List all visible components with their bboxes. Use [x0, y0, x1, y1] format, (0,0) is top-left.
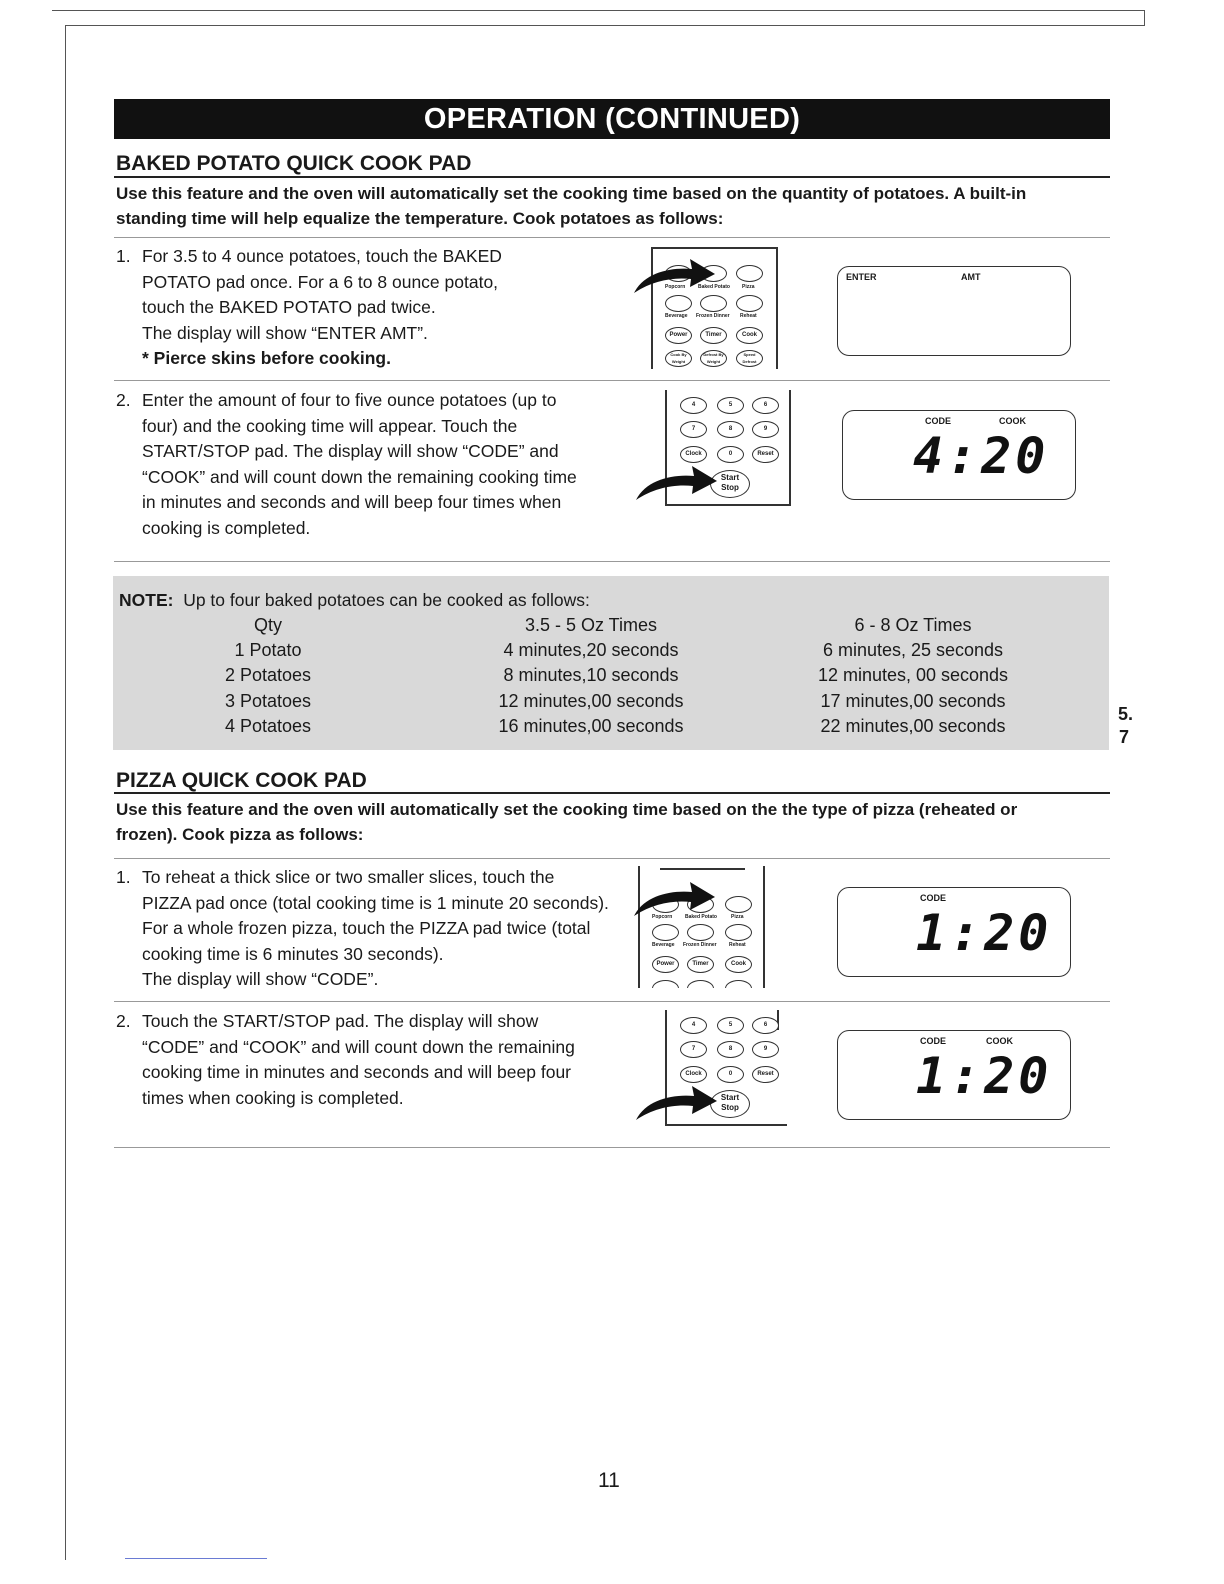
potato-title-rule: [114, 176, 1110, 178]
page-title: OPERATION (CONTINUED): [114, 99, 1110, 139]
table-cell: 1 Potato: [234, 640, 302, 660]
table-cell: 16 minutes,00 seconds: [498, 716, 684, 736]
pizza-title-rule: [114, 792, 1110, 794]
table-cell: 8 minutes,10 seconds: [503, 665, 679, 685]
frame-right: [1144, 10, 1145, 26]
frame-top: [65, 25, 1145, 26]
number-keypad-illustration: 4 5 6 7 8 9 Clock 0 Reset Start Stop: [632, 390, 794, 508]
margin-mark: 5.: [1118, 704, 1134, 724]
divider: [114, 858, 1110, 859]
divider: [114, 1001, 1110, 1002]
potato-step-2: 2. Enter the amount of four to five ounce potatoes (up to four) and the cooking time will appear. Touch the START/STOP pad. The display will show “CODE” and “COOK” and will count down the remaining cooking time in minutes and seconds and will beep four times when cooking is completed.: [116, 390, 577, 538]
table-cell: 12 minutes, 00 seconds: [817, 665, 1009, 685]
pizza-section-title: PIZZA QUICK COOK PAD: [116, 769, 367, 792]
display-enter-amt: ENTER AMT: [837, 266, 1071, 356]
function-keypad-illustration: Popcorn Baked Potato Pizza Beverage Frozen Dinner Reheat Power Timer Cook Cook By Weight Defrost By Weight Speed Defrost: [630, 247, 780, 369]
note-line: NOTE: Up to four baked potatoes can be cooked as follows:: [119, 590, 590, 610]
pizza-step-2: 2. Touch the START/STOP pad. The display will show “CODE” and “COOK” and will count down the remaining cooking time in minutes and seconds and will beep four times when cooking is completed.: [116, 1011, 575, 1108]
table-cell: 6 minutes, 25 seconds: [822, 640, 1004, 660]
divider: [114, 1147, 1110, 1148]
page-number: 11: [598, 1469, 620, 1492]
table-cell: 4 minutes,20 seconds: [503, 640, 679, 660]
table-cell: 3 Potatoes: [224, 691, 312, 711]
function-keypad-illustration: Popcorn Baked Potato Pizza Beverage Frozen Dinner Reheat Power Timer Cook: [632, 866, 772, 988]
display-pizza-code: CODE 1:20: [837, 887, 1071, 977]
frame-left: [65, 25, 66, 1560]
display-pizza-countdown: CODE COOK 1:20: [837, 1030, 1071, 1120]
divider: [114, 561, 1110, 562]
top-rule: [52, 10, 1144, 11]
table-header: 3.5 - 5 Oz Times: [524, 615, 658, 635]
arrow-icon: [632, 255, 717, 295]
note-box: [113, 576, 1109, 750]
number-keypad-illustration: 4 5 6 7 8 9 Clock 0 Reset Start Stop: [632, 1010, 794, 1128]
potato-step-1: 1. For 3.5 to 4 ounce potatoes, touch the BAKED POTATO pad once. For a 6 to 8 ounce potato, touch the BAKED POTATO pad twice. The display will show “ENTER AMT”. * Pierce skins before cooking.: [116, 246, 502, 368]
potato-intro: Use this feature and the oven will automatically set the cooking time based on the quantity of potatoes. A built-in standing time will help equalize the temperature. Cook potatoes as follows:: [116, 184, 1027, 228]
margin-mark: 7: [1119, 727, 1130, 747]
arrow-icon: [632, 878, 717, 918]
table-cell: 17 minutes,00 seconds: [820, 691, 1006, 711]
pizza-step-1: 1. To reheat a thick slice or two smaller slices, touch the PIZZA pad once (total cooking time is 1 minute 20 seconds). For a whole frozen pizza, touch the PIZZA pad twice (total cooking time is 6 minutes 30 seconds). The display will show “CODE”.: [116, 867, 609, 989]
table-cell: 2 Potatoes: [224, 665, 312, 685]
arrow-icon: [634, 462, 719, 502]
divider: [114, 237, 1110, 238]
table-cell: 4 Potatoes: [224, 716, 312, 736]
table-cell: 22 minutes,00 seconds: [820, 716, 1006, 736]
arrow-icon: [634, 1082, 719, 1122]
pizza-intro: Use this feature and the oven will automatically set the cooking time based on the the type of pizza (reheated or frozen). Cook pizza as follows:: [116, 800, 1018, 844]
table-header: Qty: [253, 615, 282, 635]
table-header: 6 - 8 Oz Times: [854, 615, 972, 635]
bottom-link-line: [125, 1558, 267, 1559]
potato-section-title: BAKED POTATO QUICK COOK PAD: [116, 152, 472, 175]
divider: [114, 380, 1110, 381]
display-potato-countdown: CODE COOK 4:20: [842, 410, 1076, 500]
table-cell: 12 minutes,00 seconds: [498, 691, 684, 711]
